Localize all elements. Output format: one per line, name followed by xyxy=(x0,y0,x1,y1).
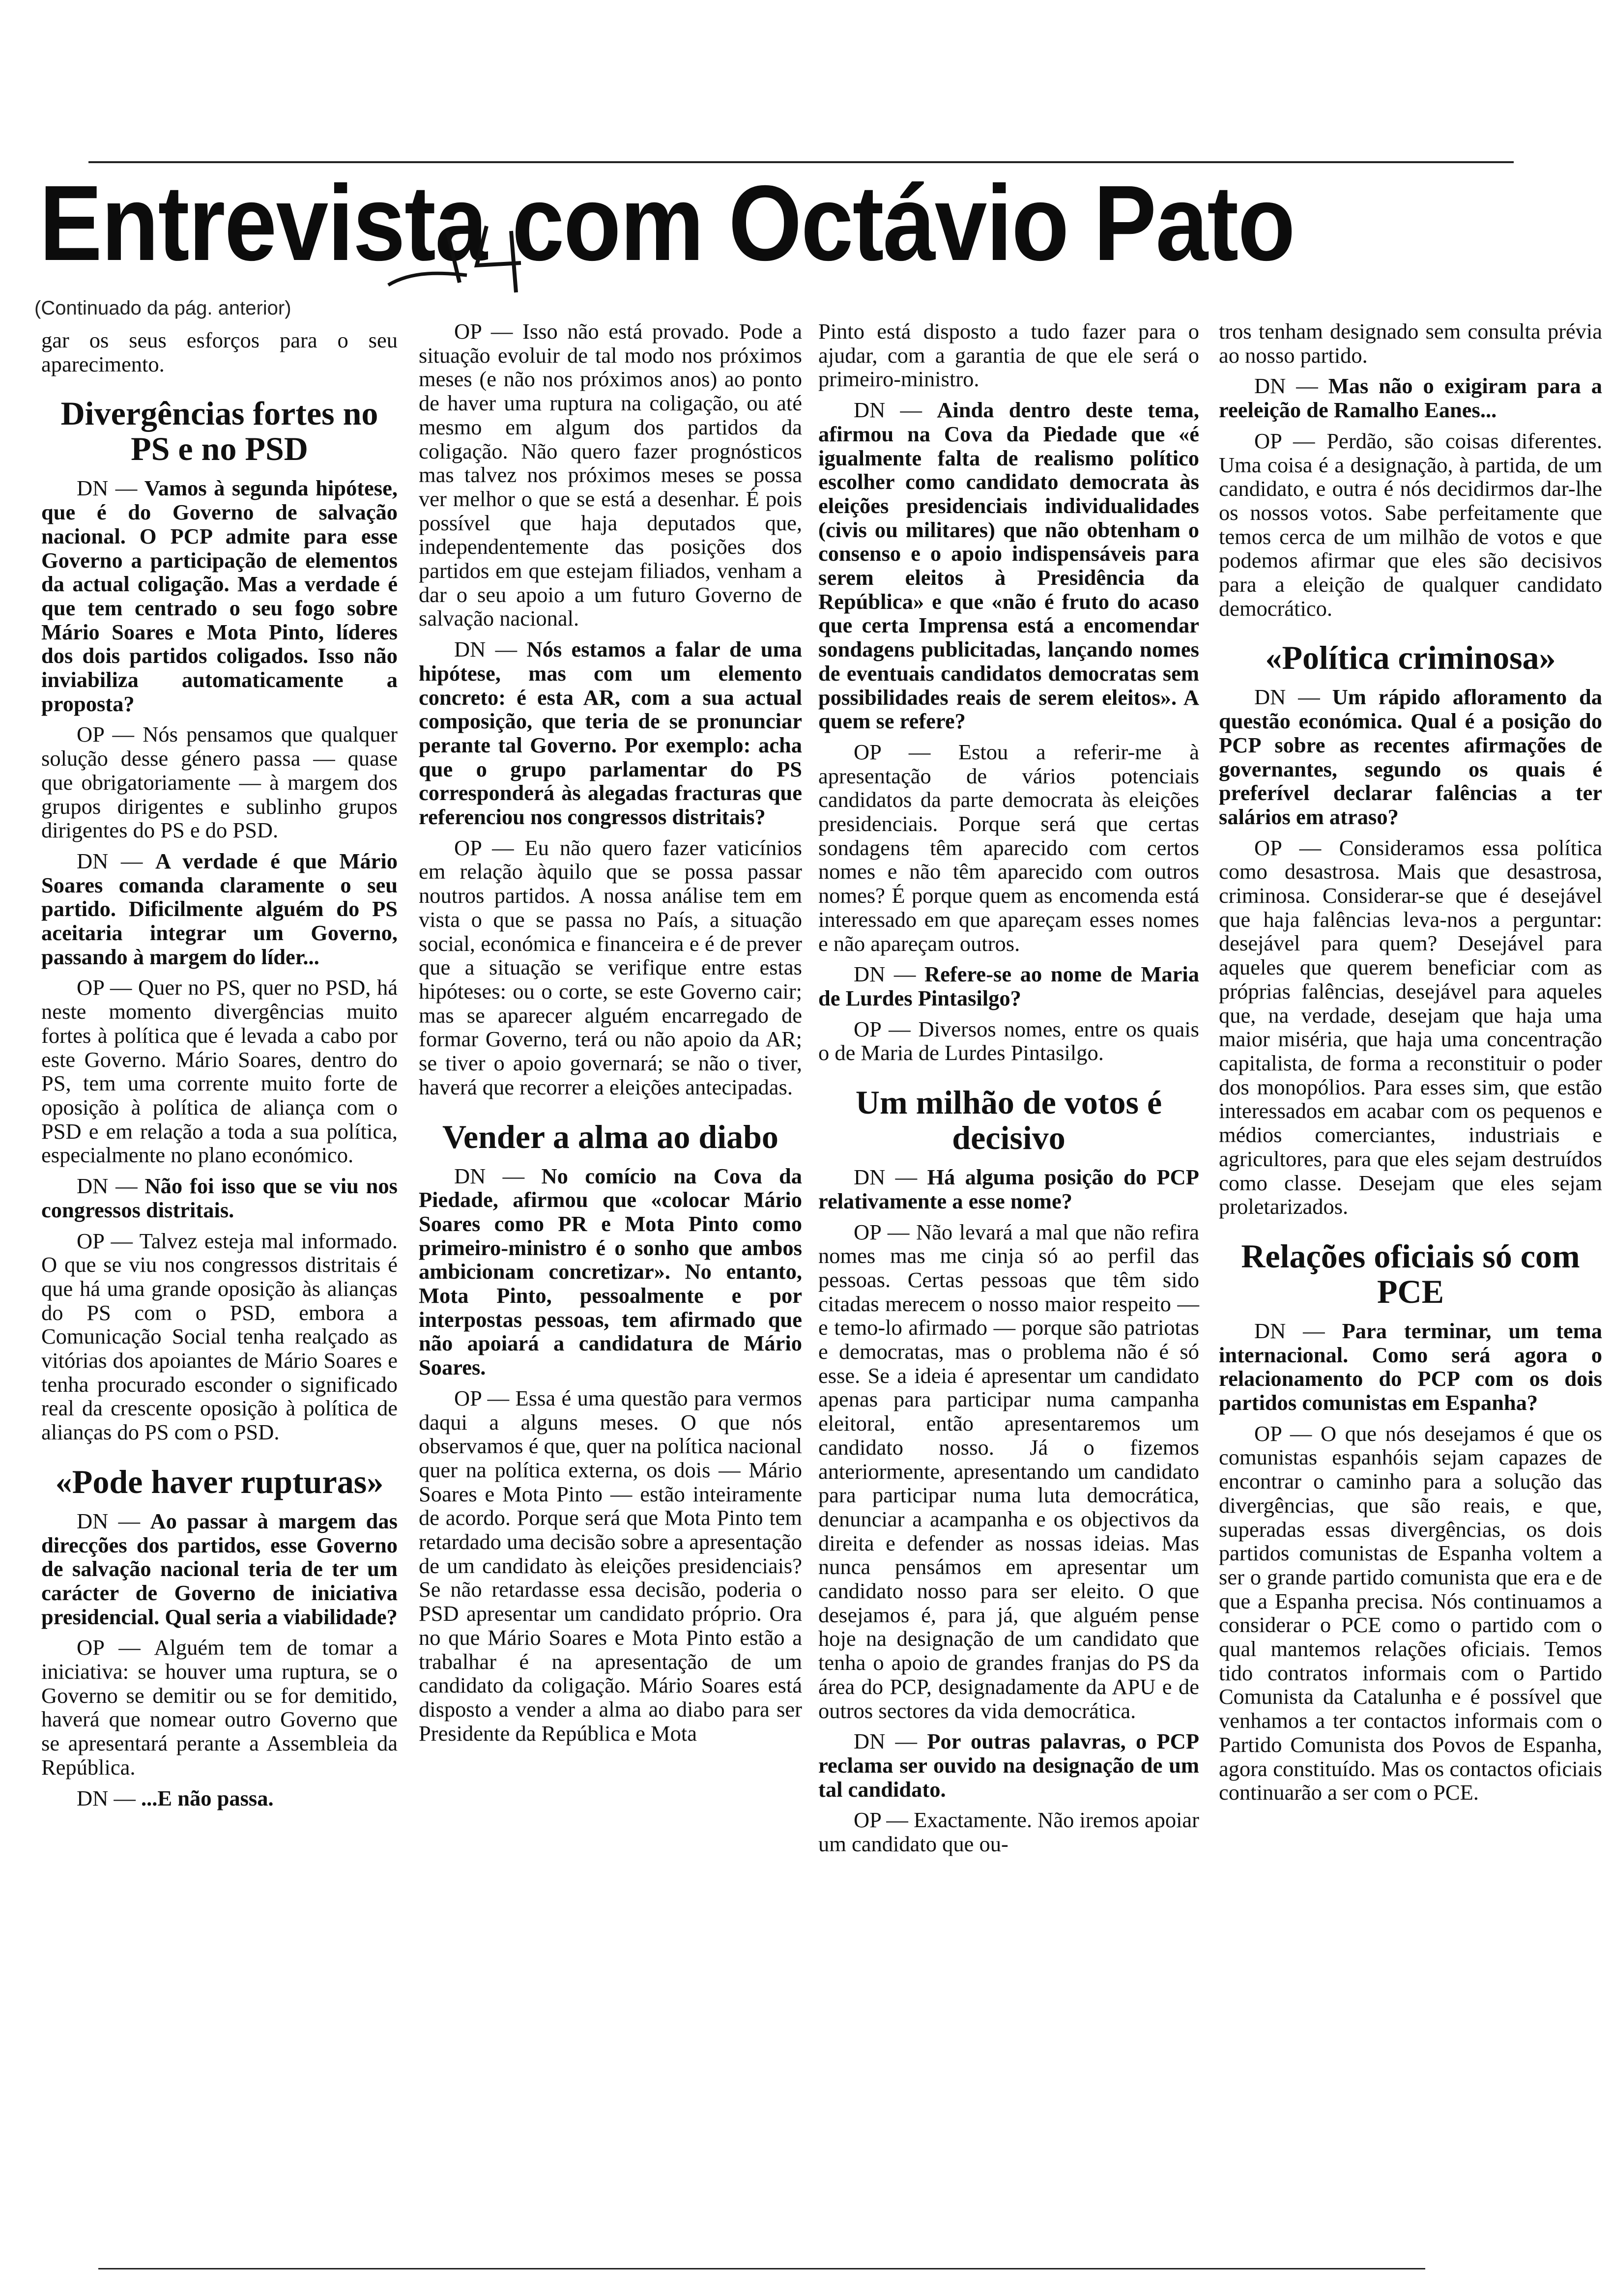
interviewee-answer xyxy=(818,740,1199,955)
interviewer-question xyxy=(41,1786,398,1810)
speaker-label: DN — xyxy=(854,398,937,423)
speaker-label: DN — xyxy=(77,1508,150,1533)
speaker-label: DN — xyxy=(854,1729,927,1754)
speaker-label: OP — xyxy=(854,1219,917,1244)
speaker-label: OP — xyxy=(454,835,525,860)
paragraph-text: Quer no PS, quer no PSD, há neste momento divergências muito fortes à política que é levada a cabo por este Governo. Mário Soares, dentro do PS, tem uma corrente muito forte de oposição à política de aliança com o PSD e em relação a toda a sua política, especialmente no plano económico. xyxy=(41,975,398,1168)
paragraph-text: Eu não quero fazer vaticínios em relação àquilo que se possa passar noutros partidos. A nossa análise tem em vista o que se passa no País, a situação social, económica e financeira e é de prever que a situação se verifique entre estas hipóteses: ou o corte, se este Governo cair; mas se aparecer alguém encarregado de formar Governo, terá ou não apoio da AR; se tiver o apoio governará; se não o tiver, haverá que recorrer a eleições antecipadas. xyxy=(419,835,802,1099)
speaker-label: OP — xyxy=(77,1228,140,1253)
speaker-label: DN — xyxy=(454,637,527,662)
speaker-label: DN — xyxy=(454,1163,542,1188)
interviewee-answer xyxy=(41,722,398,842)
paragraph-text: Isso não está provado. Pode a situação evoluir de tal modo nos próximos meses (e não nos próximos anos) ao ponto de haver uma ruptura na coligação, ou até mesmo em algum dos partidos da coligação. Não quero fazer prognósticos mas talvez nos próximos meses se possa ver melhor o que se está a desenhar. É pois possível que haja deputados que, independentemente das posições dos partidos em que estejam filiados, venham a dar o seu apoio a um futuro Governo de salvação nacional. xyxy=(419,319,802,631)
speaker-label: OP — xyxy=(454,1385,516,1410)
paragraph-text: Alguém tem de tomar a iniciativa: se houver uma ruptura, se o Governo se demitir ou se for demitido, haverá que nomear outro Governo que se apresentará perante a Assembleia da República. xyxy=(41,1635,398,1779)
speaker-label: OP — xyxy=(77,722,143,747)
interviewee-answer xyxy=(818,1220,1199,1723)
column-4 xyxy=(1219,319,1602,1811)
handwritten-page-mark xyxy=(374,197,550,295)
interviewee-answer xyxy=(818,1017,1199,1065)
speaker-label: DN — xyxy=(854,962,925,987)
interviewer-question xyxy=(818,1165,1199,1213)
speaker-label: OP — xyxy=(1254,1421,1321,1446)
interviewer-question xyxy=(1219,374,1602,422)
speaker-label: OP — xyxy=(854,739,958,764)
paragraph-text: Essa é uma questão para vermos daqui a alguns meses. O que nós observamos é que, quer na política nacional quer na política externa, os dois — Mário Soares e Mota Pinto — estão inteiramente de acordo. Porque será que Mota Pinto tem retardado uma decisão sobre a apresentação de um candidato às eleições presidenciais? Se não retardasse essa decisão, poderia o PSD apresentar um candidato próprio. Ora no que Mário Soares e Mota Pinto estão a trabalhar é na apresentação de um candidato da coligação. Mário Soares está disposto a vender a alma ao diabo para ser Presidente da República e Mota xyxy=(419,1385,802,1746)
speaker-label: DN — xyxy=(77,1174,145,1199)
paragraph-text: Ainda dentro deste tema, afirmou na Cova da Piedade que «é igualmente falta de realismo político escolher como candidato democrata às eleições presidenciais individualidades (civis ou militares) que não obtenham o consenso e o apoio indispensáveis para serem eleitos à Presidência da República» e que «não é fruto do acaso que certa Imprensa está a encomendar sondagens publicitadas, lançando nomes de eventuais candidatos democratas sem possibilidades reais de serem eleitos». A quem se refere? xyxy=(818,398,1199,734)
paragraph-text: Há alguma posição do PCP relativamente a esse nome? xyxy=(818,1165,1199,1213)
interviewee-answer xyxy=(419,319,802,631)
paragraph-text: Ao passar à margem das direcções dos partidos, esse Governo de salvação nacional teria de ter um carácter de Governo de iniciativa presidencial. Qual seria a viabilidade? xyxy=(41,1508,398,1629)
section-heading: Divergências fortes no PS e no PSD xyxy=(60,395,378,468)
speaker-label: OP — xyxy=(1254,428,1327,453)
paragraph-text: Nós pensamos que qualquer solução desse género passa — quase que obrigatoriamente — à margem dos grupos dirigentes e sublinho grupos dirigentes do PS e do PSD. xyxy=(41,722,398,843)
interviewer-question xyxy=(41,1174,398,1222)
section-heading: Relações oficiais só com PCE xyxy=(1241,1237,1580,1310)
paragraph-text: Estou a referir-me à apresentação de vários potenciais candidatos da parte democrata às eleições presidenciais. Porque será que certas sondagens têm aparecido com certos nomes e não têm aparecido com outros nomes? É porque quem as encomenda está interessado em que apareçam esses nomes e não apareçam outros. xyxy=(818,739,1199,956)
speaker-label: DN — xyxy=(854,1165,927,1190)
interviewee-answer xyxy=(41,976,398,1167)
interviewee-answer xyxy=(419,1386,802,1746)
column-1 xyxy=(41,328,398,1817)
interviewee-answer xyxy=(1219,1422,1602,1805)
interviewee-answer xyxy=(1219,429,1602,621)
interviewer-question xyxy=(1219,1319,1602,1415)
paragraph-text: Um rápido afloramento da questão económica. Qual é a posição do PCP sobre as recentes afirmações de governantes, segundo os quais é preferível declarar falências a ter salários em atraso? xyxy=(1219,685,1602,829)
section-heading: Um milhão de votos é decisivo xyxy=(855,1084,1162,1157)
speaker-label: DN — xyxy=(77,476,144,501)
paragraph-text: Não foi isso que se viu nos congressos distritais. xyxy=(41,1174,398,1222)
speaker-label: DN — xyxy=(1254,373,1328,399)
continued-paragraph: Pinto está disposto a tudo fazer para o ajudar, com a garantia de que ele será o primeiro-ministro. xyxy=(818,319,1199,392)
interviewee-answer xyxy=(1219,836,1602,1219)
paragraph-text: ...E não passa. xyxy=(141,1785,274,1810)
speaker-label: OP — xyxy=(77,975,138,1000)
speaker-label: DN — xyxy=(77,1785,142,1810)
paragraph-text: Consideramos essa política como desastrosa. Mais que desastrosa, criminosa. Considerar-se que é desejável que haja falências leva-nos a perguntar: desejável para quem? Desejável para aqueles que querem beneficiar com as próprias falências, desejável para aqueles que, na verdade, desejam que haja uma maior miséria, que haja uma concentração capitalista, de forma a reconstituir o poder dos monopólios. Para esses sim, que estão interessados em acabar com os pequenos e médios comerciantes, industriais e agricultores, para que eles sejam destruídos como classe. Desejam que eles sejam proletarizados. xyxy=(1219,835,1602,1219)
continued-paragraph: gar os seus esforços para o seu aparecimento. xyxy=(41,328,398,376)
paragraph-text: Talvez esteja mal informado. O que se viu nos congressos distritais é que há uma grande oposição às alianças do PS com o PSD, embora a Comunicação Social tenha realçado as vitórias dos apoiantes de Mário Soares e tenha procurado esconder o significado real da crescente oposição à política de alianças do PS com o PSD. xyxy=(41,1228,398,1445)
paragraph-text: Refere-se ao nome de Maria de Lurdes Pintasilgo? xyxy=(818,962,1199,1010)
article-title: Entrevista com Octávio Pato xyxy=(39,164,1295,283)
column-2 xyxy=(419,319,802,1752)
speaker-label: OP — xyxy=(77,1635,154,1660)
paragraph-text: Por outras palavras, o PCP reclama ser ouvido na designação de um tal candidato. xyxy=(818,1729,1199,1802)
paragraph-text: Exactamente. Não iremos apoiar um candidato que ou- xyxy=(818,1808,1200,1857)
interviewer-question xyxy=(41,476,398,716)
column-3 xyxy=(818,319,1199,1863)
speaker-label: OP — xyxy=(454,319,522,344)
paragraph-text: Diversos nomes, entre os quais o de Maria de Lurdes Pintasilgo. xyxy=(818,1016,1200,1065)
speaker-label: DN — xyxy=(1254,1318,1342,1343)
paragraph-text: A verdade é que Mário Soares comanda claramente o seu partido. Dificilmente alguém do PS aceitaria integrar um Governo, passando à margem do líder... xyxy=(41,848,398,969)
paragraph-text: Para terminar, um tema internacional. Como será agora o relacionamento do PCP com os dois partidos comunistas em Espanha? xyxy=(1219,1318,1602,1415)
paragraph-text: No comício na Cova da Piedade, afirmou que «colocar Mário Soares como PR e Mota Pinto como primeiro-ministro é o sonho que ambos ambicionam concretizar». No entanto, Mota Pinto, pessoalmente e por interpostas pessoas, tem afirmado que não apoiará a candidatura de Mário Soares. xyxy=(419,1163,802,1380)
interviewer-question xyxy=(419,637,802,829)
interviewer-question xyxy=(41,1509,398,1629)
top-rule xyxy=(88,161,1514,163)
paragraph-text: Perdão, são coisas diferentes. Uma coisa é a designação, à partida, de um candidato, e outra é nós decidirmos dar-lhe os nossos votos. Sabe perfeitamente que temos cerca de um milhão de votos e que podemos afirmar que eles são decisivos para a eleição de qualquer candidato democrático. xyxy=(1219,428,1603,621)
section-heading: «Pode haver rupturas» xyxy=(55,1463,384,1500)
interviewer-question xyxy=(419,1164,802,1379)
interviewee-answer xyxy=(818,1808,1199,1856)
interviewee-answer xyxy=(41,1636,398,1779)
interviewer-question xyxy=(818,1729,1199,1801)
interviewer-question xyxy=(818,962,1199,1010)
interviewee-answer xyxy=(41,1229,398,1444)
paragraph-text: O que nós desejamos é que os comunistas espanhóis sejam capazes de encontrar o caminho para a solução das divergências, que são reais, e que, superadas essas divergências, os dois partidos comunistas de Espanha voltem a ser o grande partido comunista que era e de que a Espanha precisa. Nós continuamos a considerar o PCE como o partido com o qual mantemos relações oficiais. Temos tido contratos informais com o Partido Comunista da Catalunha e é possível que venhamos a ter contactos informais com o Partido Comunista dos Povos de Espanha, agora constituído. Mas os contactos oficiais continuarão a ser com o PCE. xyxy=(1219,1421,1602,1805)
bottom-rule xyxy=(98,2268,1425,2269)
interviewer-question xyxy=(1219,685,1602,829)
interviewee-answer xyxy=(419,836,802,1099)
section-heading: «Política criminosa» xyxy=(1265,639,1556,677)
paragraph-text: Nós estamos a falar de uma hipótese, mas com um elemento concreto: é esta AR, com a sua actual composição, que teria de se pronunciar perante tal Governo. Por exemplo: acha que o grupo parlamentar do PS corresponderá às alegadas fracturas que referenciou nos congressos distritais? xyxy=(419,637,802,830)
interviewer-question xyxy=(41,849,398,969)
paragraph-text: Vamos à segunda hipótese, que é do Governo de salvação nacional. O PCP admite para esse Governo a participação de elementos da actual coligação. Mas a verdade é que tem centrado o seu fogo sobre Mário Soares e Mota Pinto, líderes dos dois partidos coligados. Isso não inviabiliza automaticamente a proposta? xyxy=(41,476,398,716)
continuation-note: (Continuado da pág. anterior) xyxy=(34,297,291,319)
speaker-label: OP — xyxy=(854,1808,914,1833)
interviewer-question xyxy=(818,398,1199,733)
speaker-label: OP — xyxy=(854,1016,919,1041)
speaker-label: OP — xyxy=(1254,835,1339,860)
speaker-label: DN — xyxy=(1254,685,1332,710)
section-heading: Vender a alma ao diabo xyxy=(442,1118,778,1155)
paragraph-text: Mas não o exigiram para a reeleição de Ramalho Eanes... xyxy=(1219,373,1602,423)
paragraph-text: Não levará a mal que não refira nomes mas me cinja só ao perfil das pessoas. Certas pessoas que têm sido citadas merecem o nosso maior respeito — e temo-lo afirmado — porque são patriotas e democratas, mas o problema não é só esse. Se a ideia é apresentar um candidato apenas para participar numa campanha eleitoral, então apresentaremos um candidato nosso. Já o fizemos anteriormente, apresentando um candidato para participar numa luta democrática, denunciar a acampanha e os objectivos da direita e defender as nossas ideias. Mas nunca pensámos em apresentar um candidato nosso para ser eleito. O que desejamos é, para já, que alguém pense hoje na designação de um candidato que tenha o apoio de grandes franjas do PS da área do PCP, designadamente da APU e de outros sectores da vida democrática. xyxy=(818,1219,1199,1723)
continued-paragraph: tros tenham designado sem consulta prévia ao nosso partido. xyxy=(1219,319,1602,368)
speaker-label: DN — xyxy=(77,848,155,873)
